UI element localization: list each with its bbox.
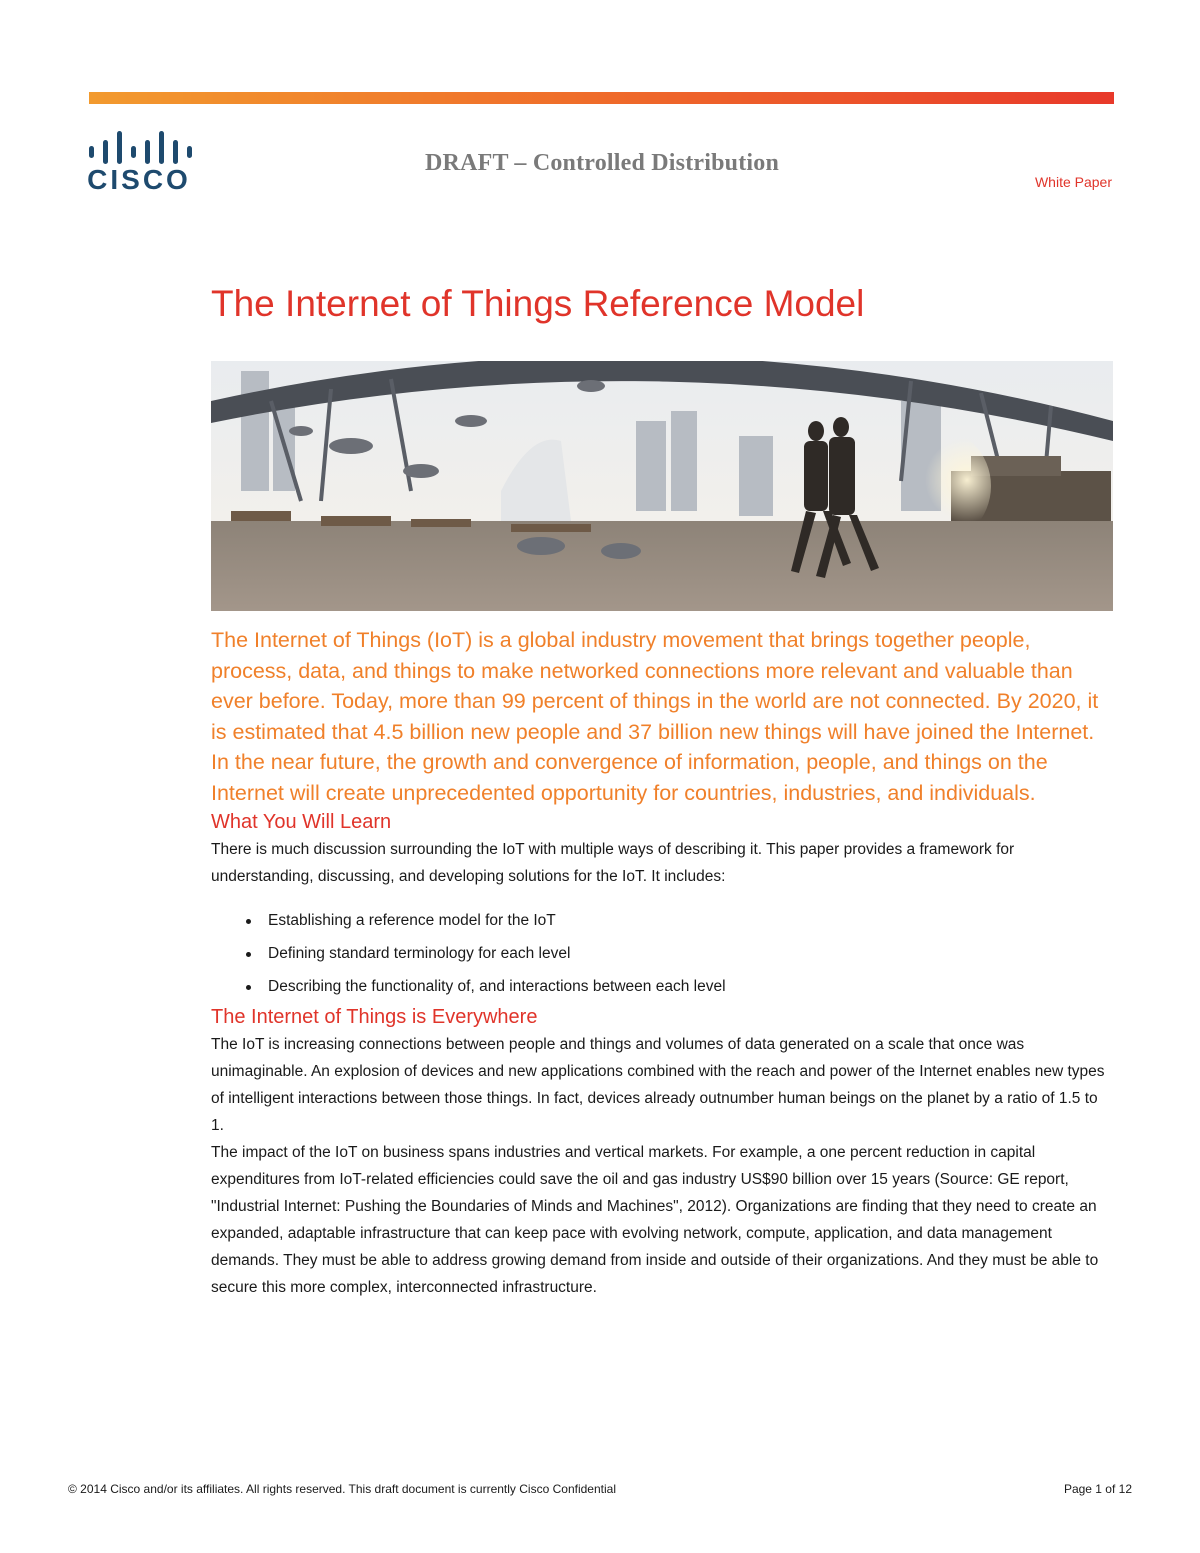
everywhere-paragraph-1: The IoT is increasing connections between people and things and volumes of data generated on a scale that once was unimaginable. An explosion of devices and new applications combined with the reach and power of the Internet enables new types of intelligent interactions between those things. In fact, devices already outnumber human beings on the planet by a ratio of 1.5 to 1. [211, 1036, 1105, 1134]
document-type: White Paper [1034, 174, 1112, 190]
section-heading-what-you-will-learn: What You Will Learn [211, 811, 392, 833]
footer-page-number: Page 1 of 12 [1063, 1482, 1132, 1496]
hero-image [211, 361, 1113, 611]
main-content [211, 280, 1113, 1301]
list-item: Describing the functionality of, and interactions between each level [243, 970, 1113, 1003]
intro-paragraph: The Internet of Things (IoT) is a global industry movement that brings together people, process, data, and things to make networked connections more relevant and valuable than ever before. Today, more than 99 percent of things in the world are not connected. By 2020, it is estimated that 4.5 billion new people and 37 billion new things will have joined the Internet. In the near future, the growth and convergence of information, people, and things on the Internet will create unprecedented opportunity for countries, industries, and individuals. [211, 628, 1099, 805]
cisco-logo [86, 128, 202, 192]
learn-bullet-list [243, 904, 1113, 1003]
list-item: Defining standard terminology for each level [243, 937, 1113, 970]
header-accent-bar [89, 92, 1114, 104]
list-item: Establishing a reference model for the IoT [243, 904, 1113, 937]
hero-photo-icon [211, 361, 1113, 611]
draft-label: DRAFT – Controlled Distribution [425, 150, 780, 176]
page-title: The Internet of Things Reference Model [211, 283, 865, 324]
learn-paragraph: There is much discussion surrounding the IoT with multiple ways of describing it. This paper provides a framework for understanding, discussing, and developing solutions for the IoT. It includes: [211, 841, 1015, 885]
logo-wordmark: CISCO [87, 164, 191, 192]
section-heading-iot-everywhere: The Internet of Things is Everywhere [211, 1006, 538, 1028]
everywhere-paragraph-2: The impact of the IoT on business spans industries and vertical markets. For example, a one percent reduction in capital expenditures from IoT-related efficiencies could save the oil and gas industry US$90 billion over 15 years (Source: GE report, "Industrial Internet: Pushing the Boundaries of Minds and Machines", 2012). Organizations are finding that they need to create an expanded, adaptable infrastructure that can keep pace with evolving network, compute, application, and data management demands. They must be able to address growing demand from inside and outside of their organizations. And they must be able to secure this more complex, interconnected infrastructure. [211, 1144, 1099, 1296]
footer-copyright: © 2014 Cisco and/or its affiliates. All rights reserved. This draft document is currently Cisco Confidential [68, 1482, 616, 1496]
cisco-logo-icon [86, 128, 202, 192]
